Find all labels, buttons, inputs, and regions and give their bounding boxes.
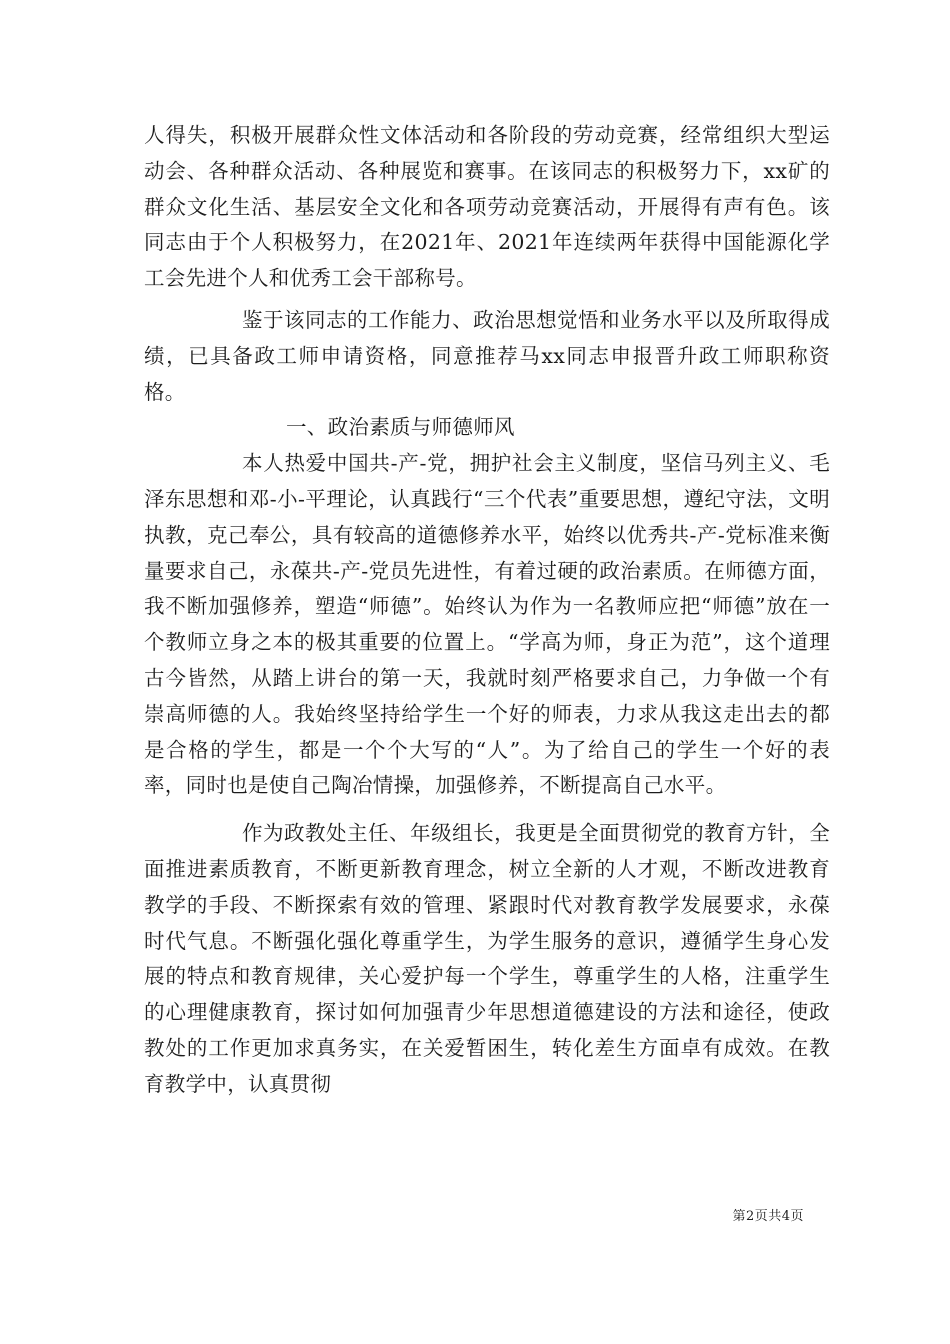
section-heading: 一、政治素质与师德师风 xyxy=(286,415,515,440)
paragraph-recommendation: 鉴于该同志的工作能力、政治思想觉悟和业务水平以及所取得成绩，已具备政工师申请资格，同意推荐马xx同志申报晋升政工师职称资格。 xyxy=(144,307,830,404)
paragraph-political-quality: 本人热爱中国共-产-党，拥护社会主义制度，坚信马列主义、毛泽东思想和邓-小-平理论，认真践行“三个代表”重要思想，遵纪守法，文明执教，克己奉公，具有较高的道德修养水平，始终以优秀共-产-党标准来衡量要求自己，永葆共-产-党员先进性，有着过硬的政治素质。在师德方面，我不断加强修养，塑造“师德”。始终认为作为一名教师应把“师德”放在一个教师立身之本的极其重要的位置上。“学高为师，身正为范”，这个道理古今皆然，从踏上讲台的第一天，我就时刻严格要求自己，力争做一个有崇高师德的人。我始终坚持给学生一个好的师表，力求从我这走出去的都是合格的学生，都是一个个大写的“人”。为了给自己的学生一个好的表率，同时也是使自己陶冶情操，加强修养，不断提高自己水平。 xyxy=(144,451,830,798)
page-number: 第2页共4页 xyxy=(732,1209,804,1224)
document-body xyxy=(144,118,830,1103)
paragraph-continued: 人得失，积极开展群众性文体活动和各阶段的劳动竞赛，经常组织大型运动会、各种群众活动、各种展览和赛事。在该同志的积极努力下，xx矿的群众文化生活、基层安全文化和各项劳动竞赛活动，开展得有声有色。该同志由于个人积极努力，在2021年、2021年连续两年获得中国能源化学工会先进个人和优秀工会干部称号。 xyxy=(144,123,830,291)
paragraph-director-duties: 作为政教处主任、年级组长，我更是全面贯彻党的教育方针，全面推进素质教育，不断更新教育理念，树立全新的人才观，不断改进教育教学的手段、不断探索有效的管理、紧跟时代对教育教学发展要求，永葆时代气息。不断强化强化尊重学生，为学生服务的意识，遵循学生身心发展的特点和教育规律，关心爱护每一个学生，尊重学生的人格，注重学生的心理健康教育，探讨如何加强青少年思想道德建设的方法和途径，使政教处的工作更加求真务实，在关爱暂困生，转化差生方面卓有成效。在教育教学中，认真贯彻 xyxy=(144,821,830,1096)
